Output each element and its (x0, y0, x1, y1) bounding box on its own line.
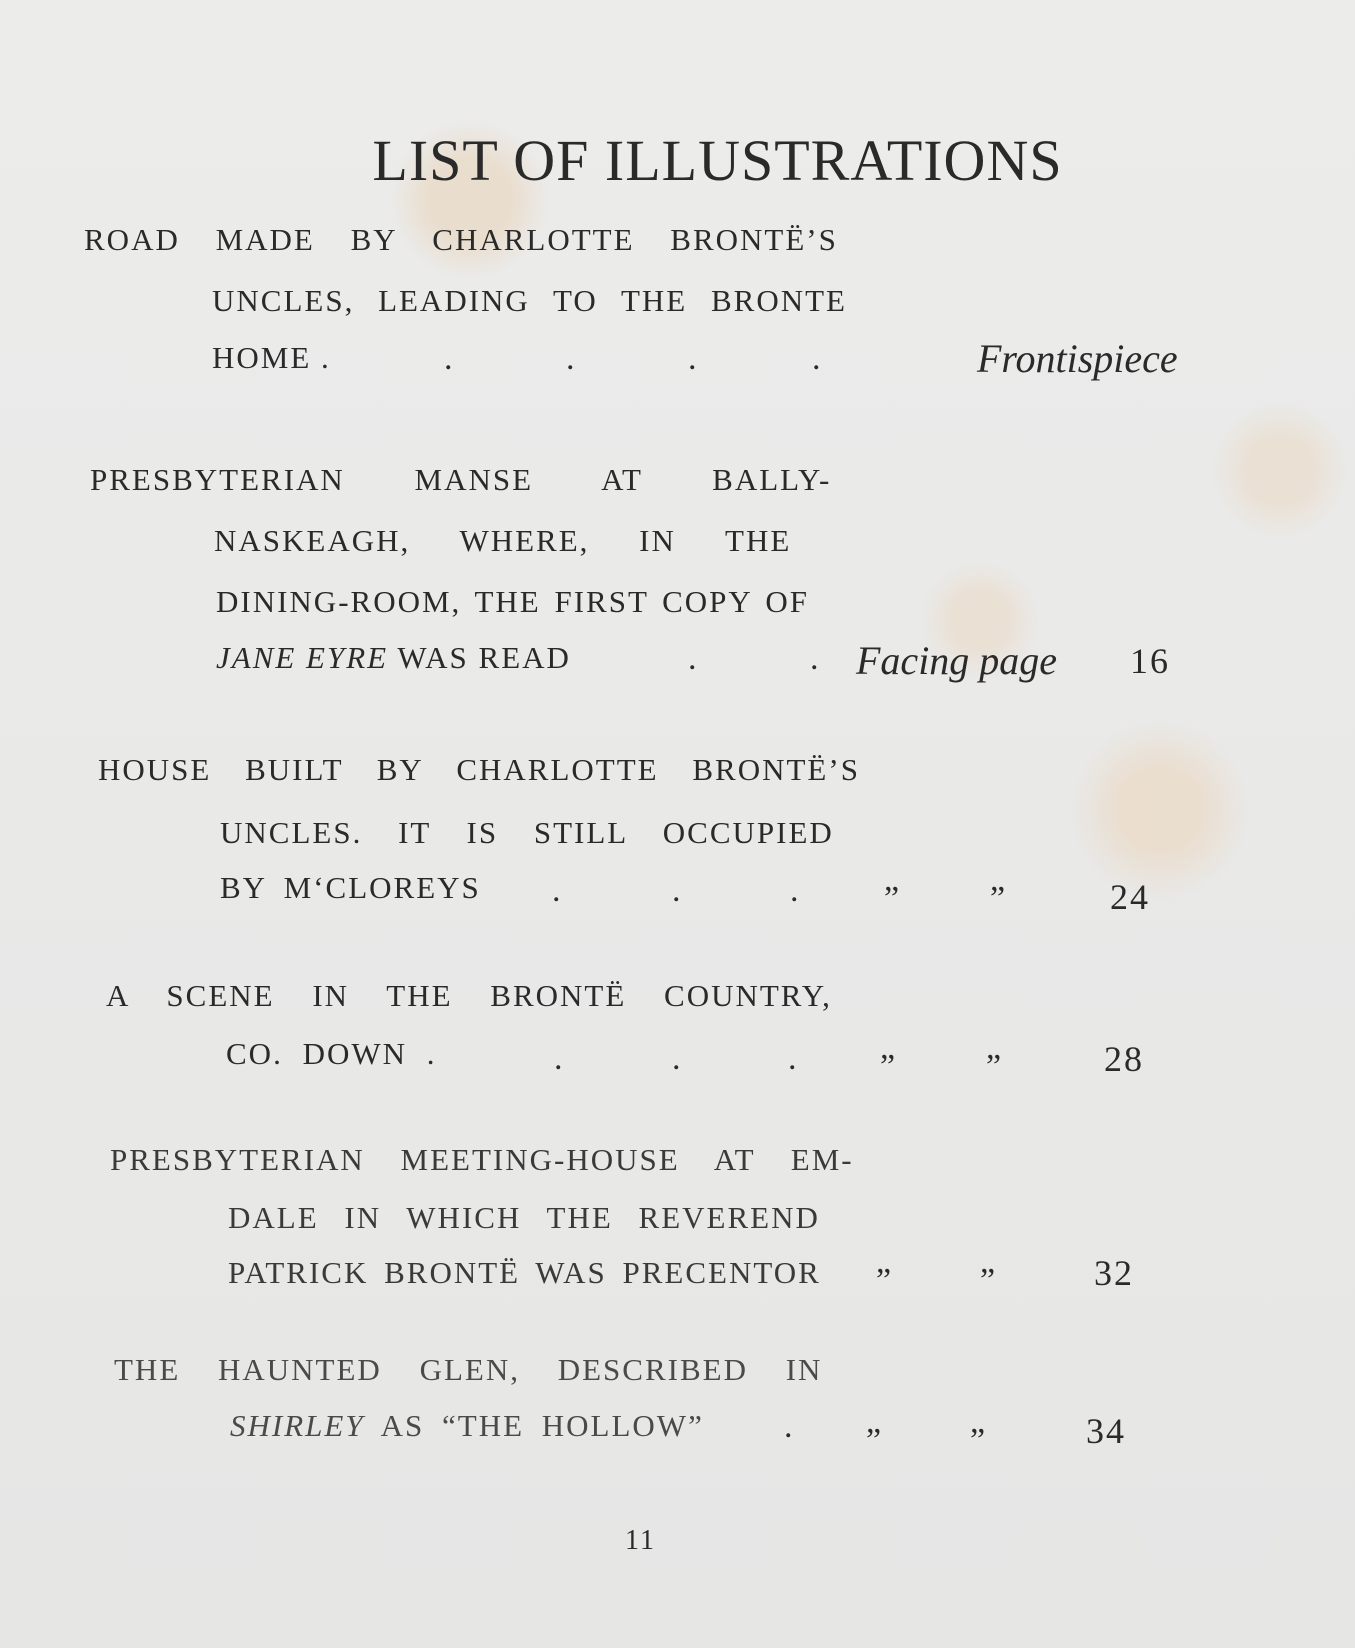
entry-6-line-2-text: AS “THE HOLLOW” (380, 1408, 704, 1443)
entry-3-page-number: 24 (1110, 877, 1150, 917)
entry-4-ditto-1: ” (880, 1048, 896, 1085)
entry-5-page-number: 32 (1094, 1253, 1134, 1293)
entry-5-line-1: PRESBYTERIAN MEETING-HOUSE AT EM- (110, 1142, 854, 1177)
entry-2-line-3: DINING-ROOM, THE FIRST COPY OF (216, 584, 810, 619)
page-title: LIST OF ILLUSTRATIONS (372, 127, 1063, 193)
entry-2-line-4-text: WAS READ (397, 640, 571, 675)
entry-3-ditto-1: ” (884, 880, 900, 917)
entry-5-ditto-2: ” (980, 1262, 996, 1299)
entry-1-reference: Frontispiece (977, 336, 1178, 381)
entry-2-italic-title: JANE EYRE (216, 640, 389, 675)
entry-5-ditto-1: ” (876, 1262, 892, 1299)
entry-4-page-number: 28 (1104, 1039, 1144, 1079)
entry-4-ditto-2: ” (986, 1048, 1002, 1085)
entry-3-ditto-2: ” (990, 880, 1006, 917)
entry-5-line-2: DALE IN WHICH THE REVEREND (228, 1200, 820, 1235)
entry-3-line-1: HOUSE BUILT BY CHARLOTTE BRONTË’S (98, 752, 860, 787)
entry-2-line-4 (216, 640, 571, 676)
entry-6-line-2 (230, 1408, 704, 1444)
entry-6-page-number: 34 (1086, 1411, 1126, 1451)
entry-1-line-3: HOME . (212, 340, 331, 375)
entry-6-line-1: THE HAUNTED GLEN, DESCRIBED IN (114, 1352, 823, 1387)
entry-2-reference: Facing page (856, 638, 1058, 683)
book-page: LIST OF ILLUSTRATIONS ROAD MADE BY CHARLOTTE BRONTË’S UNCLES, LEADING TO THE BRONTE HOME . . . . . Frontispiece PRESBYTERIAN MANSE AT BALLY- NASKEAGH, WHERE, IN THE DINING-ROOM, THE FIRST COPY OF JANE EYRE WAS READ . . Facing page 16 HOUSE BUILT BY CHARLOTTE BRONTË’S UNCLES. IT IS STILL OCCUPIED BY M‘CLOREYS . . . ” ” 24 A SCENE IN THE BRONTË COUNTRY, CO. DOWN . . . . ” ” 28 PRESBYTERIAN MEETING-HOUSE AT EM- DALE IN WHICH THE REVEREND PATRICK BRONTË WAS PRECENTOR ” ” 32 THE HAUNTED GLEN, DESCRIBED IN SHIRLEY AS “THE HOLLOW” . ” ” 34 11 (0, 0, 1355, 1648)
entry-2-page-number: 16 (1130, 641, 1170, 681)
entry-6-ditto-1: ” (866, 1422, 882, 1459)
entry-2-line-1: PRESBYTERIAN MANSE AT BALLY- (90, 462, 832, 497)
page-folio: 11 (625, 1525, 656, 1556)
entry-4-line-1: A SCENE IN THE BRONTË COUNTRY, (106, 978, 832, 1013)
entry-3-line-2: UNCLES. IT IS STILL OCCUPIED (220, 815, 834, 850)
entry-5-line-3: PATRICK BRONTË WAS PRECENTOR (228, 1255, 821, 1290)
entry-1-line-1: ROAD MADE BY CHARLOTTE BRONTË’S (84, 222, 838, 257)
entry-6-ditto-2: ” (970, 1422, 986, 1459)
entry-6-italic-title: SHIRLEY (230, 1408, 365, 1443)
entry-2-line-2: NASKEAGH, WHERE, IN THE (214, 523, 792, 558)
entry-1-line-2: UNCLES, LEADING TO THE BRONTE (212, 283, 847, 318)
entry-4-line-2: CO. DOWN . (226, 1036, 437, 1071)
entry-3-line-3: BY M‘CLOREYS (220, 870, 481, 905)
